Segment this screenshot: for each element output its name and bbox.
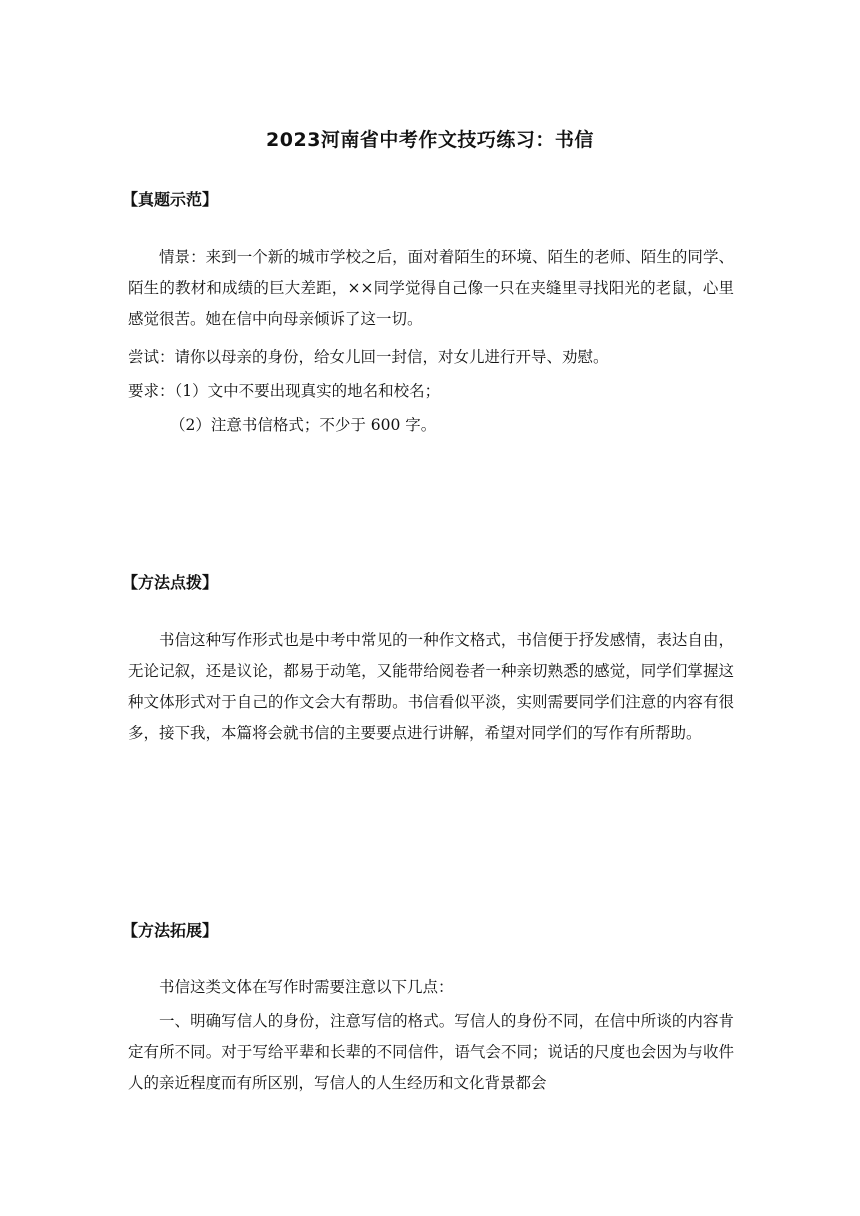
scenario-paragraph: 情景：来到一个新的城市学校之后，面对着陌生的环境、陌生的老师、陌生的同学、陌生的教材和成绩的巨大差距，××同学觉得自己像一只在夹缝里寻找阳光的老鼠，心里感觉很苦。她在信中向母亲倾诉了这一切。 (128, 248, 734, 328)
section-heading-extension: 【方法拓展】 (122, 921, 219, 940)
extension-point-1: 一、明确写信人的身份，注意写信的格式。写信人的身份不同，在信中所谈的内容肯定有所不同。对于写给平辈和长辈的不同信件，语气会不同；说话的尺度也会因为与收件人的亲近程度而有所区别，写信人的人生经历和文化背景都会 (128, 1012, 734, 1092)
section-heading-example: 【真题示范】 (122, 190, 219, 209)
document-title: 2023河南省中考作文技巧练习：书信 (266, 129, 594, 151)
extension-intro: 书信这类文体在写作时需要注意以下几点： (159, 978, 454, 996)
requirement-line-2: （2）注意书信格式；不少于 600 字。 (170, 416, 437, 434)
requirement-line-1: 要求：（1）文中不要出现真实的地名和校名； (128, 382, 441, 400)
attempt-line: 尝试：请你以母亲的身份，给女儿回一封信，对女儿进行开导、劝慰。 (128, 348, 609, 366)
section-heading-method: 【方法点拨】 (122, 573, 219, 592)
method-paragraph: 书信这种写作形式也是中考中常见的一种作文格式，书信便于抒发感情，表达自由，无论记叙，还是议论，都易于动笔，又能带给阅卷者一种亲切熟悉的感觉，同学们掌握这种文体形式对于自己的作文会大有帮助。书信看似平淡，实则需要同学们注意的内容有很多，接下我，本篇将会就书信的主要要点进行讲解，希望对同学们的写作有所帮助。 (128, 631, 734, 742)
